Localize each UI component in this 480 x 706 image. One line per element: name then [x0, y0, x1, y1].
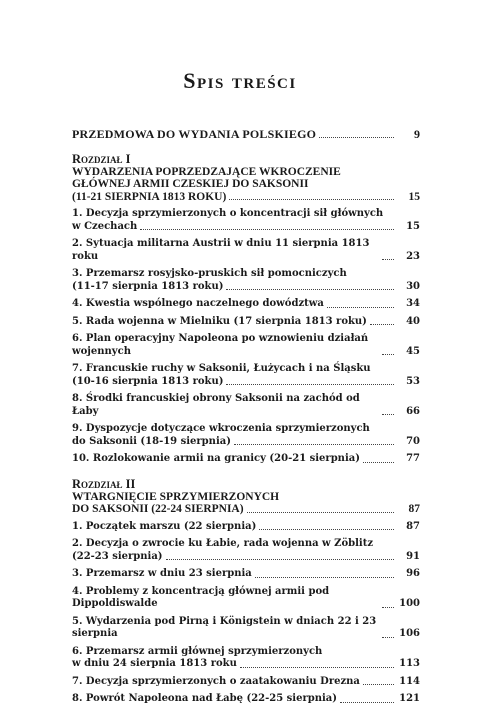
toc-page-number: 9 — [414, 127, 420, 141]
dot-leader — [226, 384, 394, 385]
toc-entry-label: 3. Przemarsz rosyjsko-pruskich sił pomocniczych — [72, 268, 347, 279]
dot-leader — [226, 289, 394, 290]
toc-entry-label: 3. Przemarsz w dniu 23 sierpnia — [72, 568, 252, 579]
dot-leader — [140, 229, 394, 230]
toc-entry-label: 4. Kwestia wspólnego naczelnego dowództwa — [72, 298, 324, 309]
dot-leader — [363, 684, 394, 685]
toc-entry[interactable] — [72, 423, 420, 448]
dot-leader — [259, 529, 394, 530]
page-title: Spis treści — [183, 68, 297, 93]
toc-entry[interactable] — [72, 586, 420, 611]
toc-entry-label: 2. Sytuacja militarna Austrii w dniu 11 sierpnia 1813 roku — [72, 238, 370, 262]
dot-leader — [382, 354, 394, 355]
chapter-entries — [72, 521, 420, 706]
toc-entry-label: 5. Wydarzenia pod Pirną i Königstein w dniach 22 i 23 sierpnia — [72, 615, 377, 639]
toc-entry-label: (22-23 sierpnia) — [72, 550, 163, 562]
toc-entry[interactable] — [72, 393, 420, 418]
toc-entry-label: 8. Środki francuskiej obrony Saksonii na zachód od Łaby — [72, 393, 360, 417]
dot-leader — [382, 259, 394, 260]
toc-page-number: 70 — [406, 435, 420, 447]
toc-entry[interactable] — [72, 521, 420, 534]
toc-entry-label: 6. Plan operacyjny Napoleona po wznowieniu działań wojennych — [72, 333, 369, 357]
dot-leader — [234, 444, 394, 445]
toc-entry[interactable] — [72, 453, 420, 466]
chapter-title-line: GŁÓWNEJ ARMII CZESKIEJ DO SAKSONII — [72, 178, 309, 190]
toc-entry-label: w Czechach — [72, 220, 138, 232]
chapter-title-line: WTARGNIĘCIE SPRZYMIERZONYCH — [72, 490, 280, 503]
dot-leader — [319, 137, 394, 138]
toc-entry-label: 4. Problemy z koncentracją głównej armii pod Dippoldiswalde — [72, 585, 330, 609]
toc-page-number: 66 — [406, 405, 420, 417]
toc-page-number: 45 — [406, 345, 420, 357]
toc-entry-label: 9. Dyspozycje dotyczące wkroczenia sprzymierzonych — [72, 423, 370, 434]
toc-page-number: 100 — [399, 598, 420, 609]
toc-entry-label: 6. Przemarsz armii głównej sprzymierzonych — [72, 645, 323, 657]
toc-page-number: 121 — [399, 693, 420, 704]
toc-entry-label: 1. Początek marszu (22 sierpnia) — [72, 520, 257, 532]
toc-entry-label: 2. Decyzja o zwrocie ku Łabie, rada wojenna w Zöblitz — [72, 538, 374, 549]
toc-page-number: 34 — [406, 298, 420, 309]
toc-entry[interactable] — [72, 298, 420, 311]
toc-preface-label: PRZEDMOWA DO WYDANIA POLSKIEGO — [72, 127, 317, 141]
toc-page-number: 114 — [399, 675, 420, 687]
toc-entry[interactable] — [72, 676, 420, 689]
dot-leader — [255, 577, 394, 578]
toc-chapter-row[interactable] — [72, 503, 420, 516]
chapter-heading: Rozdział I — [72, 151, 131, 166]
toc-entry-label: 8. Powrót Napoleona nad Łabę (22-25 sierpnia) — [72, 693, 337, 704]
dot-leader — [382, 414, 394, 415]
toc-entry-label: (11-17 sierpnia 1813 roku) — [72, 280, 224, 292]
dot-leader — [370, 324, 394, 325]
dot-leader — [340, 702, 394, 703]
toc-entry[interactable] — [72, 616, 420, 641]
toc-entry-label: do Saksonii (18-19 sierpnia) — [72, 435, 231, 447]
toc-page-number: 15 — [406, 220, 420, 232]
toc-entry[interactable] — [72, 333, 420, 358]
toc-page-number: 106 — [399, 628, 420, 639]
toc-entry[interactable] — [72, 363, 420, 388]
toc-entry[interactable] — [72, 268, 420, 293]
dot-leader — [382, 607, 394, 608]
dot-leader — [229, 199, 394, 200]
dot-leader — [327, 307, 394, 308]
toc-entry[interactable] — [72, 208, 420, 233]
chapter-title-line: (11-21 SIERPNIA 1813 ROKU) — [72, 190, 227, 203]
toc-entry-label: w dniu 24 sierpnia 1813 roku — [72, 658, 237, 669]
toc-entry-label: 7. Decyzja sprzymierzonych o zaatakowaniu Drezna — [72, 675, 360, 687]
toc-page-number: 77 — [406, 453, 420, 464]
toc-entry-label: 10. Rozlokowanie armii na granicy (20-21 sierpnia) — [72, 453, 360, 464]
dot-leader — [382, 637, 394, 638]
toc-page-number: 91 — [406, 550, 420, 562]
toc-page-number: 53 — [406, 375, 420, 387]
toc-page-number: 40 — [406, 315, 420, 327]
toc-entry[interactable] — [72, 538, 420, 563]
toc-entry-label: 5. Rada wojenna w Mielniku (17 sierpnia 1813 roku) — [72, 315, 367, 327]
toc-page-number: 30 — [406, 280, 420, 292]
toc-page-number: 113 — [399, 658, 420, 669]
toc-entry[interactable] — [72, 238, 420, 263]
toc-entry-label: (10-16 sierpnia 1813 roku) — [72, 375, 224, 387]
toc-preface-row[interactable] — [72, 128, 420, 141]
toc-page-number: 87 — [408, 503, 420, 515]
chapter-title-line: WYDARZENIA POPRZEDZAJĄCE WKROCZENIE — [72, 165, 341, 178]
toc-page-number: 87 — [406, 520, 420, 532]
table-of-contents — [72, 120, 420, 706]
dot-leader — [166, 559, 394, 560]
toc-entry[interactable] — [72, 316, 420, 329]
toc-page-number: 96 — [406, 568, 420, 579]
dot-leader — [247, 512, 394, 513]
toc-entry[interactable] — [72, 693, 420, 706]
toc-entry-label: 7. Francuskie ruchy w Saksonii, Łużycach i na Śląsku — [72, 363, 371, 374]
toc-page-number: 15 — [408, 190, 420, 203]
dot-leader — [240, 667, 394, 668]
toc-entry-label: 1. Decyzja sprzymierzonych o koncentracji sił głównych — [72, 208, 384, 219]
toc-chapter-row[interactable] — [72, 191, 420, 204]
chapter-entries — [72, 208, 420, 466]
dot-leader — [363, 462, 394, 463]
toc-entry[interactable] — [72, 568, 420, 581]
chapter-heading: Rozdział II — [72, 476, 136, 491]
toc-entry[interactable] — [72, 646, 420, 671]
chapter-title-line: DO SAKSONII (22-24 SIERPNIA) — [72, 503, 244, 515]
toc-page-number: 23 — [406, 250, 420, 262]
